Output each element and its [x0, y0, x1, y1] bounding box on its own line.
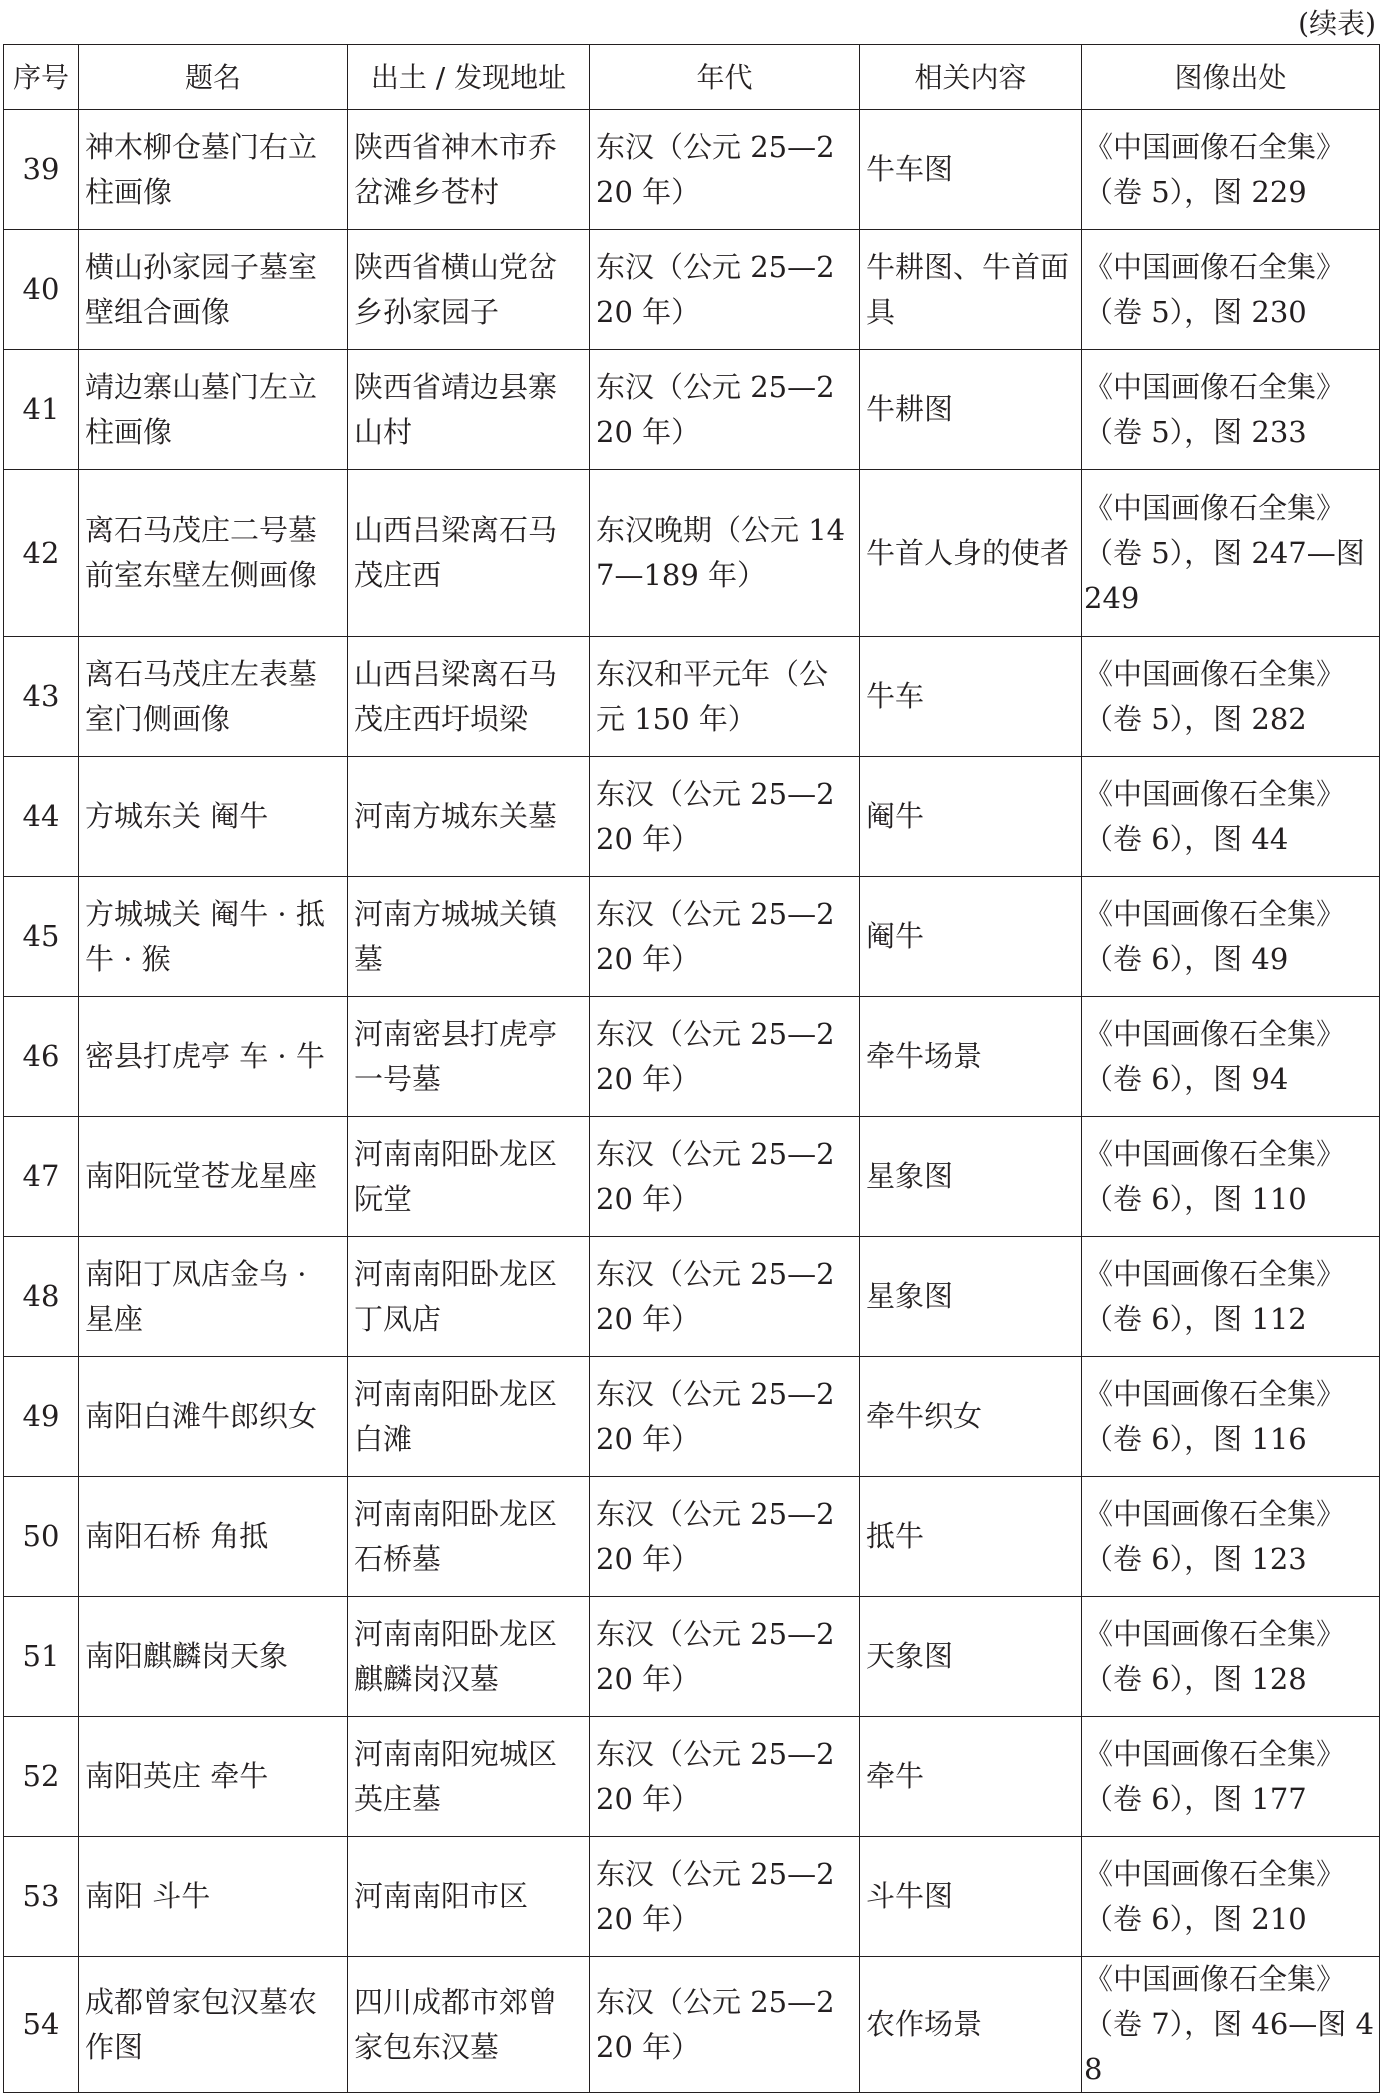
- cell-content: 抵牛: [860, 1477, 1082, 1597]
- cell-era: 东汉（公元 25—220 年）: [590, 230, 860, 350]
- cell-source: 《中国画像石全集》（卷 5），图 233: [1082, 350, 1380, 470]
- header-location: 出土 / 发现地址: [348, 45, 590, 110]
- table-row: [4, 470, 1380, 637]
- cell-index: 52: [4, 1717, 79, 1837]
- cell-index: 41: [4, 350, 79, 470]
- cell-source: 《中国画像石全集》（卷 7），图 46—图 48: [1082, 1957, 1380, 2093]
- cell-source: 《中国画像石全集》（卷 6），图 123: [1082, 1477, 1380, 1597]
- cell-source: 《中国画像石全集》（卷 5），图 229: [1082, 110, 1380, 230]
- cell-location: 河南南阳卧龙区白滩: [348, 1357, 590, 1477]
- cell-location: 河南方城城关镇墓: [348, 877, 590, 997]
- table-row: [4, 350, 1380, 470]
- cell-title: 靖边寨山墓门左立柱画像: [79, 350, 348, 470]
- cell-index: 50: [4, 1477, 79, 1597]
- cell-location: 河南南阳卧龙区丁凤店: [348, 1237, 590, 1357]
- cell-location: 河南方城东关墓: [348, 757, 590, 877]
- cell-content: 牵牛: [860, 1717, 1082, 1837]
- cell-source: 《中国画像石全集》（卷 5），图 247—图 249: [1082, 470, 1380, 637]
- table-row: [4, 1237, 1380, 1357]
- cell-location: 河南南阳卧龙区阮堂: [348, 1117, 590, 1237]
- cell-title: 方城东关 阉牛: [79, 757, 348, 877]
- cell-source: 《中国画像石全集》（卷 6），图 49: [1082, 877, 1380, 997]
- cell-index: 44: [4, 757, 79, 877]
- cell-location: 陕西省靖边县寨山村: [348, 350, 590, 470]
- cell-era: 东汉（公元 25—220 年）: [590, 877, 860, 997]
- cell-title: 南阳白滩牛郎织女: [79, 1357, 348, 1477]
- cell-index: 54: [4, 1957, 79, 2093]
- cell-source: 《中国画像石全集》（卷 6），图 177: [1082, 1717, 1380, 1837]
- cell-source: 《中国画像石全集》（卷 6），图 112: [1082, 1237, 1380, 1357]
- table-row: [4, 757, 1380, 877]
- cell-source: 《中国画像石全集》（卷 6），图 110: [1082, 1117, 1380, 1237]
- continued-label: (续表): [1298, 7, 1376, 40]
- cell-source: 《中国画像石全集》（卷 5），图 282: [1082, 637, 1380, 757]
- cell-content: 斗牛图: [860, 1837, 1082, 1957]
- cell-index: 45: [4, 877, 79, 997]
- cell-title: 南阳英庄 牵牛: [79, 1717, 348, 1837]
- cell-title: 离石马茂庄左表墓室门侧画像: [79, 637, 348, 757]
- cell-source: 《中国画像石全集》（卷 6），图 128: [1082, 1597, 1380, 1717]
- cell-era: 东汉（公元 25—220 年）: [590, 1357, 860, 1477]
- header-era: 年代: [590, 45, 860, 110]
- table-body: [4, 110, 1380, 2093]
- cell-era: 东汉（公元 25—220 年）: [590, 1717, 860, 1837]
- cell-era: 东汉（公元 25—220 年）: [590, 1237, 860, 1357]
- cell-title: 成都曾家包汉墓农作图: [79, 1957, 348, 2093]
- cell-index: 49: [4, 1357, 79, 1477]
- table-row: [4, 637, 1380, 757]
- cell-content: 牛首人身的使者: [860, 470, 1082, 637]
- cell-index: 48: [4, 1237, 79, 1357]
- cell-location: 河南南阳市区: [348, 1837, 590, 1957]
- cell-era: 东汉（公元 25—220 年）: [590, 997, 860, 1117]
- table-row: [4, 1357, 1380, 1477]
- cell-location: 山西吕梁离石马茂庄西圩埙梁: [348, 637, 590, 757]
- cell-index: 42: [4, 470, 79, 637]
- cell-location: 陕西省神木市乔岔滩乡苍村: [348, 110, 590, 230]
- cell-title: 横山孙家园子墓室壁组合画像: [79, 230, 348, 350]
- cell-content: 阉牛: [860, 757, 1082, 877]
- cell-index: 39: [4, 110, 79, 230]
- cell-era: 东汉和平元年（公元 150 年）: [590, 637, 860, 757]
- cell-content: 牛车: [860, 637, 1082, 757]
- cell-title: 密县打虎亭 车 · 牛: [79, 997, 348, 1117]
- table-row: [4, 1837, 1380, 1957]
- cell-title: 方城城关 阉牛 · 抵牛 · 猴: [79, 877, 348, 997]
- table-row: [4, 877, 1380, 997]
- cell-era: 东汉晚期（公元 147—189 年）: [590, 470, 860, 637]
- table-row: [4, 230, 1380, 350]
- header-title: 题名: [79, 45, 348, 110]
- cell-era: 东汉（公元 25—220 年）: [590, 350, 860, 470]
- cell-source: 《中国画像石全集》（卷 6），图 210: [1082, 1837, 1380, 1957]
- cell-title: 离石马茂庄二号墓前室东壁左侧画像: [79, 470, 348, 637]
- cell-location: 陕西省横山党岔乡孙家园子: [348, 230, 590, 350]
- cell-title: 神木柳仓墓门右立柱画像: [79, 110, 348, 230]
- cell-era: 东汉（公元 25—220 年）: [590, 110, 860, 230]
- cell-content: 牵牛场景: [860, 997, 1082, 1117]
- cell-content: 牛车图: [860, 110, 1082, 230]
- cell-location: 四川成都市郊曾家包东汉墓: [348, 1957, 590, 2093]
- table-row: [4, 1717, 1380, 1837]
- cell-era: 东汉（公元 25—220 年）: [590, 1837, 860, 1957]
- cell-content: 天象图: [860, 1597, 1082, 1717]
- cell-source: 《中国画像石全集》（卷 6），图 44: [1082, 757, 1380, 877]
- cell-location: 河南南阳卧龙区麒麟岗汉墓: [348, 1597, 590, 1717]
- cell-era: 东汉（公元 25—220 年）: [590, 1957, 860, 2093]
- cell-location: 河南密县打虎亭一号墓: [348, 997, 590, 1117]
- cell-location: 山西吕梁离石马茂庄西: [348, 470, 590, 637]
- cell-content: 阉牛: [860, 877, 1082, 997]
- cell-era: 东汉（公元 25—220 年）: [590, 757, 860, 877]
- cell-era: 东汉（公元 25—220 年）: [590, 1117, 860, 1237]
- cell-index: 43: [4, 637, 79, 757]
- cell-index: 46: [4, 997, 79, 1117]
- cell-content: 牛耕图、牛首面具: [860, 230, 1082, 350]
- table-row: [4, 1117, 1380, 1237]
- cell-title: 南阳丁凤店金乌 · 星座: [79, 1237, 348, 1357]
- header-row: [4, 45, 1380, 110]
- cell-content: 农作场景: [860, 1957, 1082, 2093]
- cell-location: 河南南阳卧龙区石桥墓: [348, 1477, 590, 1597]
- table-row: [4, 1477, 1380, 1597]
- cell-source: 《中国画像石全集》（卷 6），图 94: [1082, 997, 1380, 1117]
- table-row: [4, 1597, 1380, 1717]
- header-index: 序号: [4, 45, 79, 110]
- cell-index: 53: [4, 1837, 79, 1957]
- cell-location: 河南南阳宛城区英庄墓: [348, 1717, 590, 1837]
- table-row: [4, 110, 1380, 230]
- table-row: [4, 1957, 1380, 2093]
- data-table: [3, 44, 1380, 2093]
- cell-title: 南阳阮堂苍龙星座: [79, 1117, 348, 1237]
- cell-index: 40: [4, 230, 79, 350]
- cell-era: 东汉（公元 25—220 年）: [590, 1477, 860, 1597]
- header-source: 图像出处: [1082, 45, 1380, 110]
- cell-content: 星象图: [860, 1117, 1082, 1237]
- cell-index: 51: [4, 1597, 79, 1717]
- cell-source: 《中国画像石全集》（卷 5），图 230: [1082, 230, 1380, 350]
- cell-content: 牵牛织女: [860, 1357, 1082, 1477]
- cell-content: 牛耕图: [860, 350, 1082, 470]
- table-row: [4, 997, 1380, 1117]
- cell-title: 南阳麒麟岗天象: [79, 1597, 348, 1717]
- cell-content: 星象图: [860, 1237, 1082, 1357]
- cell-title: 南阳 斗牛: [79, 1837, 348, 1957]
- header-content: 相关内容: [860, 45, 1082, 110]
- cell-source: 《中国画像石全集》（卷 6），图 116: [1082, 1357, 1380, 1477]
- cell-era: 东汉（公元 25—220 年）: [590, 1597, 860, 1717]
- cell-title: 南阳石桥 角抵: [79, 1477, 348, 1597]
- cell-index: 47: [4, 1117, 79, 1237]
